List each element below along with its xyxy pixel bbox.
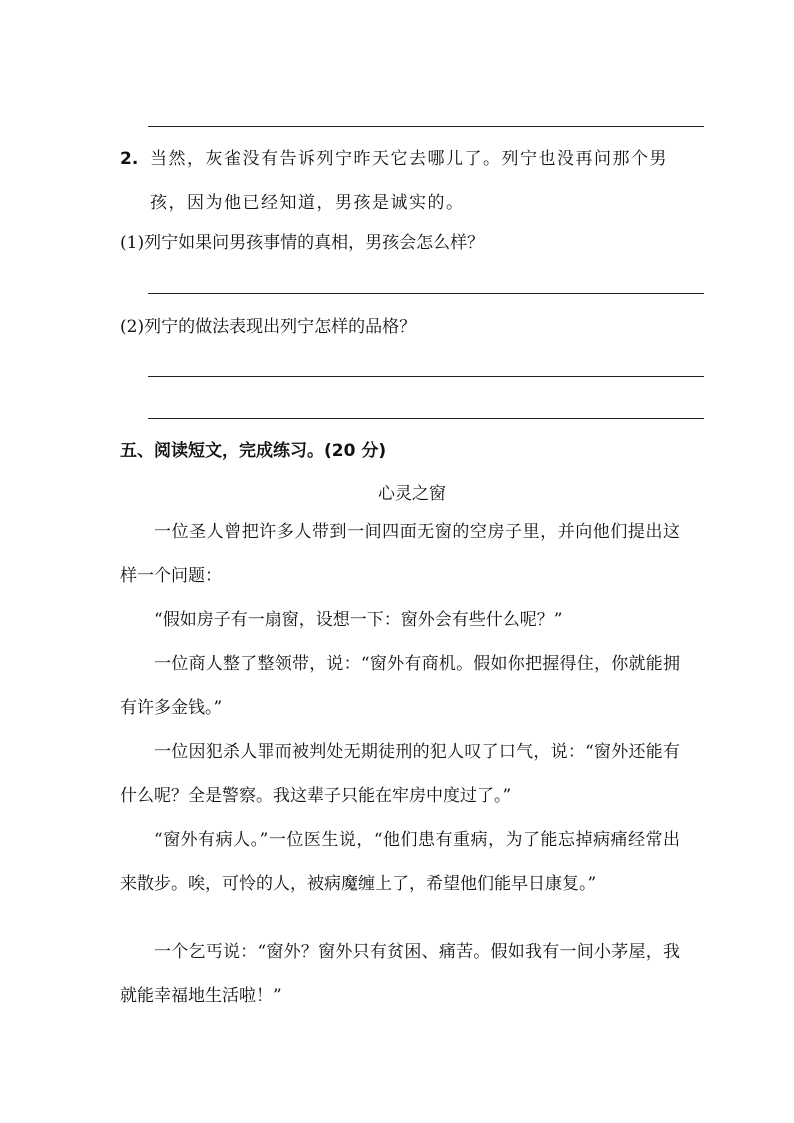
passage-title: 心灵之窗 <box>378 484 446 504</box>
paragraph: “假如房子有一扇窗，设想一下：窗外会有些什么呢？” <box>154 610 563 630</box>
paragraph: 一位圣人曾把许多人带到一间四面无窗的空房子里，并向他们提出这样一个问题： <box>120 522 680 586</box>
section-heading: 五、阅读短文，完成练习。(20 分) <box>120 441 387 461</box>
paragraph: 一位因犯杀人罪而被判处无期徒刑的犯人叹了口气，说：“窗外还能有什么呢？全是警察。我这辈子只能在牢房中度过了。” <box>120 742 680 806</box>
answer-line <box>148 376 704 377</box>
question-text-line-1: 当然，灰雀没有告诉列宁昨天它去哪儿了。列宁也没再问那个男 <box>150 149 668 169</box>
answer-line <box>148 293 704 294</box>
paragraph: 一位商人整了整领带，说：“窗外有商机。假如你把握得住，你就能拥有许多金钱。” <box>120 654 680 718</box>
paragraph: 一个乞丐说：“窗外？窗外只有贫困、痛苦。假如我有一间小茅屋，我就能幸福地生活啦！” <box>120 942 680 1006</box>
answer-line <box>148 126 704 127</box>
question-text-line-2: 孩，因为他已经知道，男孩是诚实的。 <box>150 193 465 213</box>
question-number: 2. <box>120 149 139 169</box>
sub-question-1: (1)列宁如果问男孩事情的真相，男孩会怎么样？ <box>120 233 485 253</box>
answer-line <box>148 418 704 419</box>
paragraph: “窗外有病人。”一位医生说，“他们患有重病，为了能忘掉病痛经常出来散步。唉，可怜的人，被病魔缠上了，希望他们能早日康复。” <box>120 830 680 894</box>
sub-question-2: (2)列宁的做法表现出列宁怎样的品格？ <box>120 317 417 337</box>
